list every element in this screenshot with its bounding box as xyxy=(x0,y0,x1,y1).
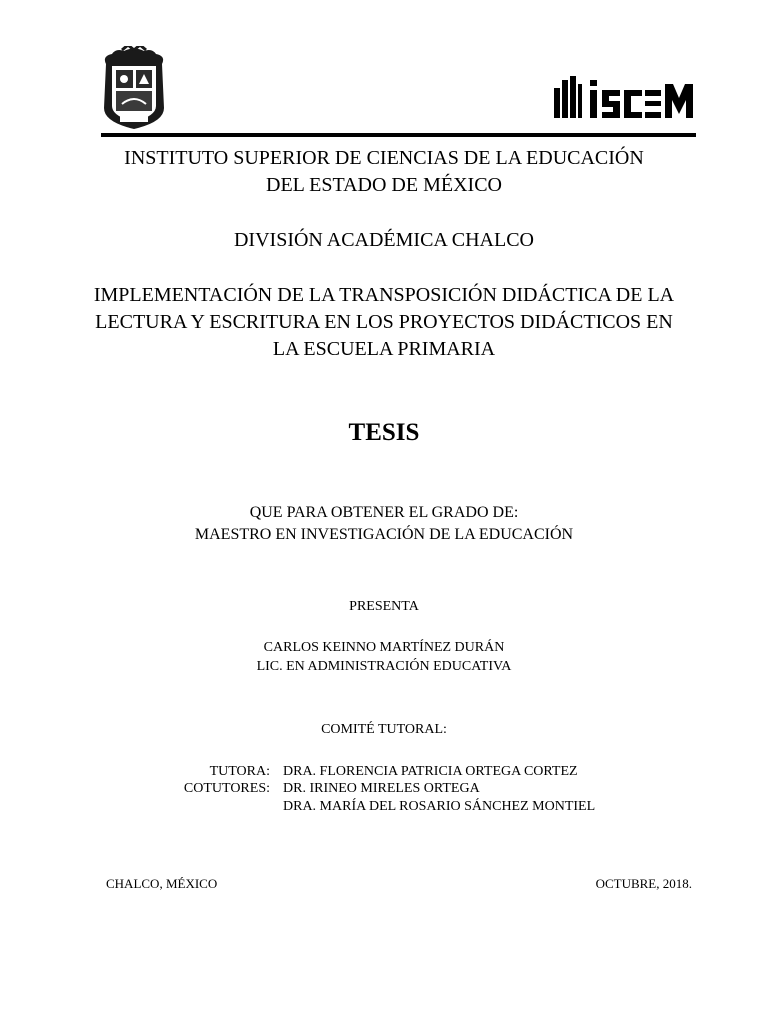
footer-place: CHALCO, MÉXICO xyxy=(106,876,218,891)
isceem-logo-icon xyxy=(554,76,696,122)
degree-line-2: MAESTRO EN INVESTIGACIÓN DE LA EDUCACIÓN xyxy=(194,526,574,543)
author-block xyxy=(40,638,728,676)
author-credential: LIC. EN ADMINISTRACIÓN EDUCATIVA xyxy=(256,659,512,674)
degree-line-1: QUE PARA OBTENER EL GRADO DE: xyxy=(249,504,519,521)
institution-name xyxy=(40,145,728,199)
cotutor-2-name: DRA. MARÍA DEL ROSARIO SÁNCHEZ MONTIEL xyxy=(283,799,596,814)
institution-line-2: DEL ESTADO DE MÉXICO xyxy=(266,174,502,196)
thesis-title xyxy=(40,282,728,363)
cotutor-1-name: DR. IRINEO MIRELES ORTEGA xyxy=(283,781,480,796)
author-name: CARLOS KEINNO MARTÍNEZ DURÁN xyxy=(263,640,505,655)
thesis-title-line-3: LA ESCUELA PRIMARIA xyxy=(272,338,496,360)
cotutores-label-cell xyxy=(120,779,270,798)
tutora-label: TUTORA: xyxy=(209,764,270,779)
thesis-title-line-2: LECTURA Y ESCRITURA EN LOS PROYECTOS DIDÁCTICOS EN xyxy=(95,311,673,333)
header-rule xyxy=(101,133,696,137)
degree-block xyxy=(40,502,728,546)
division-name: DIVISIÓN ACADÉMICA CHALCO xyxy=(233,229,534,251)
tutora-name: DRA. FLORENCIA PATRICIA ORTEGA CORTEZ xyxy=(283,764,578,779)
coat-of-arms-seal-icon xyxy=(98,46,170,130)
footer-date: OCTUBRE, 2018. xyxy=(595,876,692,891)
thesis-title-line-1: IMPLEMENTACIÓN DE LA TRANSPOSICIÓN DIDÁCTICA DE LA xyxy=(93,284,675,306)
presenta-label: PRESENTA xyxy=(349,599,419,614)
cotutores-label: COTUTORES: xyxy=(183,781,270,796)
committee-heading: COMITÉ TUTORAL: xyxy=(321,722,447,737)
document-type: TESIS xyxy=(348,419,420,446)
institution-line-1: INSTITUTO SUPERIOR DE CIENCIAS DE LA EDUCACIÓN xyxy=(124,147,644,169)
